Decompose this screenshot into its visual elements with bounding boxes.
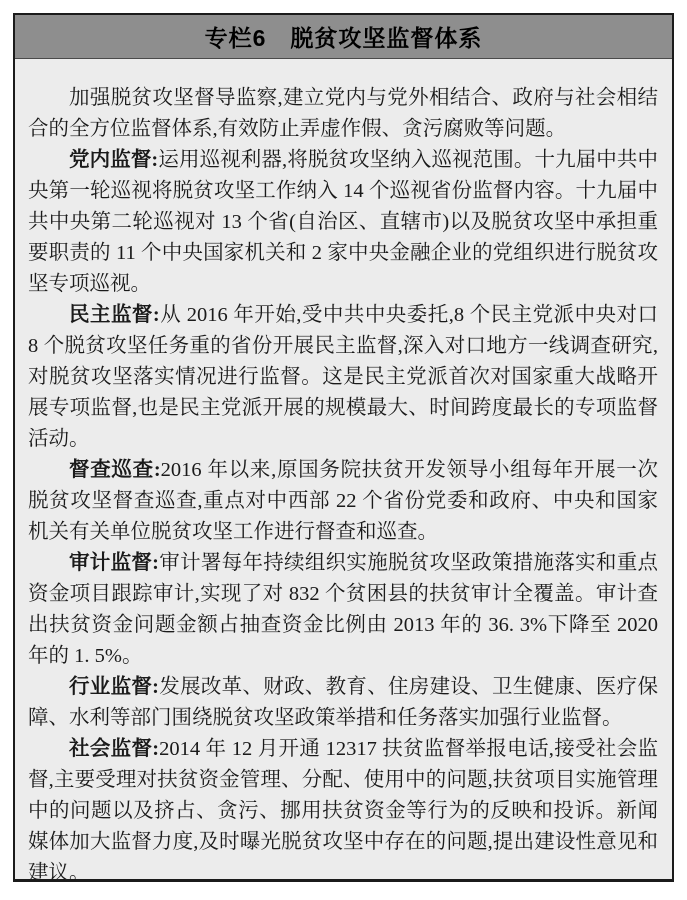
column-header [15, 15, 672, 59]
paragraph-audit-supervision-text: 审计署每年持续组织实施脱贫攻坚政策措施落实和重点资金项目跟踪审计,实现了对 832 个贫困县的扶贫审计全覆盖。审计查出扶贫资金问题金额占抽查资金比例由 2013 年的 36. 3%下降至 2020 年的 1. 5%。 [28, 552, 659, 667]
paragraph-inspection-tours-text: 2016 年以来,原国务院扶贫开发领导小组每年开展一次脱贫攻坚督查巡查,重点对中西部 22 个省份党委和政府、中央和国家机关有关单位脱贫攻坚工作进行督查和巡查。 [28, 459, 659, 543]
paragraph-social-supervision-text: 2014 年 12 月开通 12317 扶贫监督举报电话,接受社会监督,主要受理对扶贫资金管理、分配、使用中的问题,扶贫项目实施管理中的问题以及挤占、贪污、挪用扶贫资金等行为的反映和投诉。新闻媒体加大监督力度,及时曝光脱贫攻坚中存在的问题,提出建设性意见和建议。 [28, 738, 659, 884]
paragraph-democratic-supervision-label: 民主监督: [69, 304, 160, 326]
paragraph-industry-supervision [28, 672, 658, 734]
paragraph-intro [28, 83, 658, 145]
paragraph-audit-supervision [28, 548, 658, 672]
paragraph-democratic-supervision [28, 300, 658, 455]
column-title: 专栏6 脱贫攻坚监督体系 [204, 25, 483, 51]
paragraph-party-supervision [28, 145, 658, 300]
paragraph-inspection-tours-label: 督查巡查: [69, 459, 161, 481]
paragraph-intro-text: 加强脱贫攻坚督导监察,建立党内与党外相结合、政府与社会相结合的全方位监督体系,有效防止弄虚作假、贪污腐败等问题。 [28, 87, 658, 140]
column-body [15, 59, 672, 889]
paragraph-social-supervision [28, 734, 658, 889]
paragraph-industry-supervision-label: 行业监督: [69, 676, 159, 698]
paragraph-inspection-tours [28, 455, 658, 548]
paragraph-industry-supervision-text: 发展改革、财政、教育、住房建设、卫生健康、医疗保障、水利等部门围绕脱贫攻坚政策举措和任务落实加强行业监督。 [28, 676, 659, 729]
paragraph-democratic-supervision-text: 从 2016 年开始,受中共中央委托,8 个民主党派中央对口 8 个脱贫攻坚任务重的省份开展民主监督,深入对口地方一线调查研究,对脱贫攻坚落实情况进行监督。这是民主党派首次对国家重大战略开展专项监督,也是民主党派开展的规模最大、时间跨度最长的专项监督活动。 [28, 304, 659, 450]
paragraph-social-supervision-label: 社会监督: [69, 738, 160, 760]
paragraph-party-supervision-label: 党内监督: [69, 149, 159, 171]
paragraph-party-supervision-text: 运用巡视利器,将脱贫攻坚纳入巡视范围。十九届中共中央第一轮巡视将脱贫攻坚工作纳入 14 个巡视省份监督内容。十九届中共中央第二轮巡视对 13 个省(自治区、直辖市)以及脱贫攻坚中承担重要职责的 11 个中央国家机关和 2 家中央金融企业的党组织进行脱贫攻坚专项巡视。 [28, 149, 659, 295]
paragraph-audit-supervision-label: 审计监督: [69, 552, 159, 574]
column-box [13, 13, 674, 882]
